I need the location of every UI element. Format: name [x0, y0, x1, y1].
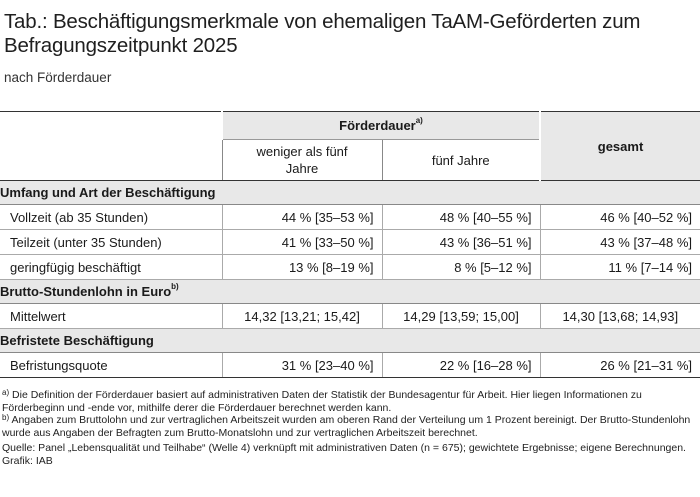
header-col-fuenf: fünf Jahre	[382, 140, 540, 181]
header-col-weniger	[222, 140, 382, 181]
page-title: Tab.: Beschäftigungsmerkmale von ehemaligen TaAM-Geförderten zum Befragungszeitpunkt 2025	[4, 10, 641, 57]
value-gesamt: 26 % [21–31 %]	[540, 353, 700, 378]
value-gesamt: 46 % [40–52 %]	[540, 205, 700, 230]
row-label: Teilzeit (unter 35 Stunden)	[0, 230, 222, 255]
footnote-b-mark: b)	[2, 413, 10, 422]
table-row	[0, 230, 700, 255]
value-fuenf: 8 % [5–12 %]	[382, 255, 540, 280]
table-row	[0, 205, 700, 230]
value-weniger: 13 % [8–19 %]	[222, 255, 382, 280]
data-table	[0, 111, 700, 378]
footnote-b-text: Angaben zum Bruttolohn und zur vertraglichen Arbeitszeit wurden am oberen Rand der Verteilung um 1 Prozent bereinigt. Der Brutto-Stundenlohn wurde aus Angaben der Befragten zum Brutto-Monatslohn und zur vertraglichen Arbeitszeit berechnet.	[2, 414, 691, 439]
section-label: Brutto-Stundenlohn in Euro	[0, 284, 172, 299]
value-gesamt: 11 % [7–14 %]	[540, 255, 700, 280]
value-fuenf: 48 % [40–55 %]	[382, 205, 540, 230]
header-col-gesamt: gesamt	[540, 112, 700, 181]
section-row	[0, 181, 700, 205]
footnote-b	[2, 414, 696, 439]
footnote-a-mark: a)	[2, 388, 10, 397]
header-col-weniger-label: weniger als fünf Jahre	[256, 144, 348, 176]
header-empty-cell	[0, 112, 222, 181]
source-note: Quelle: Panel „Lebensqualität und Teilhabe“ (Welle 4) verknüpft mit administrativen Daten (n = 675); gewichtete Ergebnisse; eigene Berechnungen. Grafik: IAB	[2, 442, 686, 467]
value-gesamt: 43 % [37–48 %]	[540, 230, 700, 255]
section-note-mark: b)	[171, 282, 179, 291]
footnote-a-text: Die Definition der Förderdauer basiert auf administrativen Daten der Statistik der Bundesagentur für Arbeit. Hier liegen Informationen zu Förderbeginn und -ende vor, mithilfe derer die Förderdauer berechnet werden kann.	[2, 389, 642, 414]
value-weniger: 14,32 [13,21; 15,42]	[222, 304, 382, 329]
header-group-label: Förderdauer	[339, 118, 416, 133]
value-weniger: 44 % [35–53 %]	[222, 205, 382, 230]
section-row	[0, 329, 700, 353]
row-label: Vollzeit (ab 35 Stunden)	[0, 205, 222, 230]
section-row	[0, 280, 700, 304]
value-fuenf: 14,29 [13,59; 15,00]	[382, 304, 540, 329]
section-label: Umfang und Art der Beschäftigung	[0, 185, 216, 200]
header-group-foerderdauer	[222, 112, 540, 140]
page-subtitle: nach Förderdauer	[4, 70, 112, 85]
section-heading	[0, 181, 700, 205]
section-heading	[0, 329, 700, 353]
header-group-note-mark: a)	[415, 116, 423, 125]
row-label: Befristungsquote	[0, 353, 222, 378]
value-fuenf: 22 % [16–28 %]	[382, 353, 540, 378]
footnotes	[2, 389, 696, 467]
section-label: Befristete Beschäftigung	[0, 333, 154, 348]
value-weniger: 31 % [23–40 %]	[222, 353, 382, 378]
value-gesamt: 14,30 [13,68; 14,93]	[540, 304, 700, 329]
table-row	[0, 255, 700, 280]
row-label: geringfügig beschäftigt	[0, 255, 222, 280]
header-row-1	[0, 112, 700, 140]
value-fuenf: 43 % [36–51 %]	[382, 230, 540, 255]
table-row	[0, 353, 700, 378]
footnote-a	[2, 389, 696, 414]
value-weniger: 41 % [33–50 %]	[222, 230, 382, 255]
row-label: Mittelwert	[0, 304, 222, 329]
section-heading	[0, 280, 700, 304]
table-row	[0, 304, 700, 329]
